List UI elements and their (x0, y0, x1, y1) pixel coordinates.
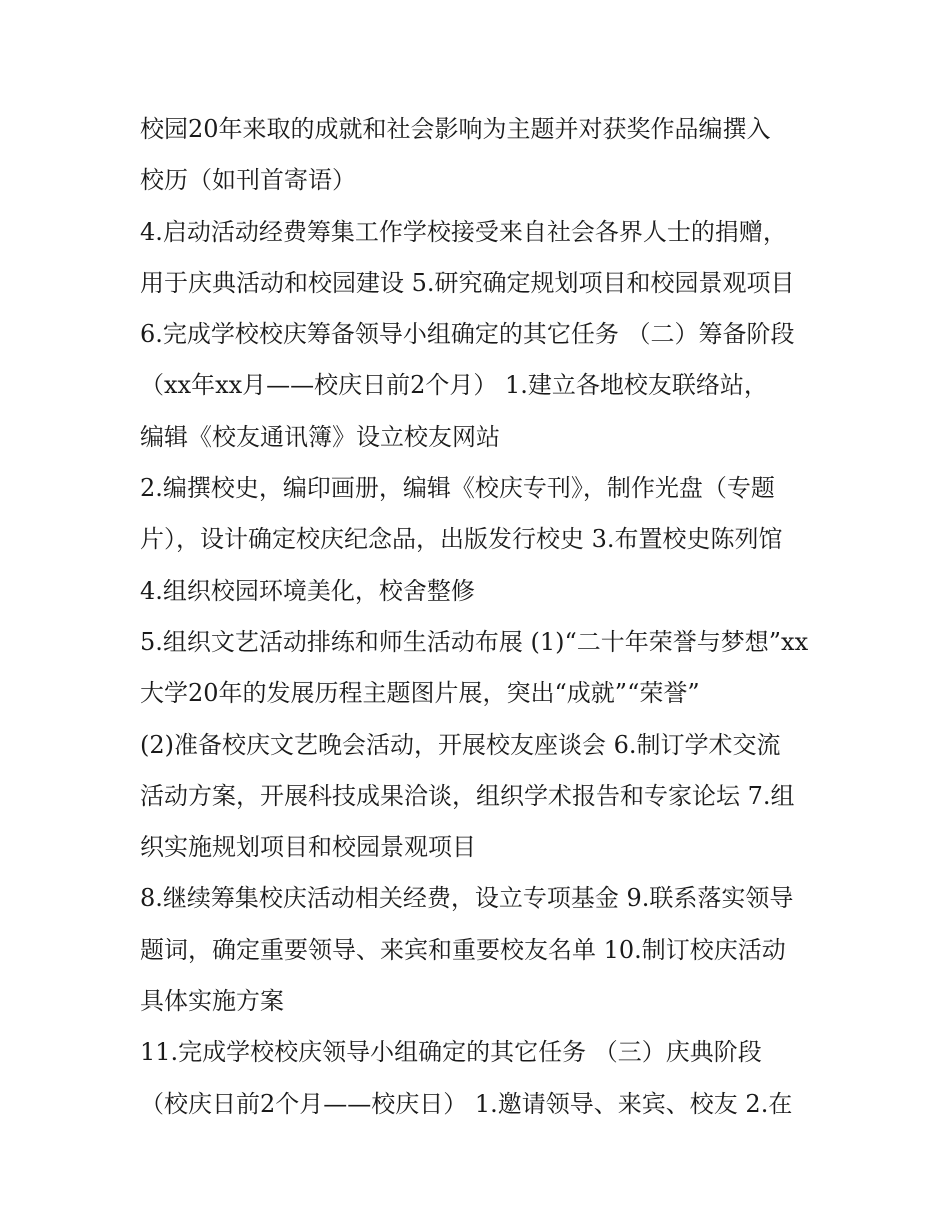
text-line-10: 4.组织校园环境美化，校舍整修 (140, 576, 475, 605)
text-line-5: 6.完成学校校庆筹备领导小组确定的其它任务 （二）筹备阶段 (140, 320, 795, 349)
text-line-8: 2.编撰校史，编印画册，编辑《校庆专刊》，制作光盘（专题 (140, 474, 775, 503)
text-line-1: 校园20年来取的成就和社会影响为主题并对获奖作品编撰入 (140, 115, 771, 143)
text-line-19: 11.完成学校校庆领导小组确定的其它任务 （三）庆典阶段 (140, 1038, 762, 1067)
text-line-15: 织实施规划项目和校园景观项目 (140, 833, 476, 862)
text-line-13: (2)准备校庆文艺晚会活动，开展校友座谈会 6.制订学术交流 (140, 730, 781, 759)
text-line-2: 校历（如刊首寄语） (140, 166, 356, 195)
text-line-11: 5.组织文艺活动排练和师生活动布展 (1)“二十年荣誉与梦想”xx (140, 627, 809, 656)
text-line-3: 4.启动活动经费筹集工作学校接受来自社会各界人士的捐赠， (140, 217, 787, 246)
text-line-18: 具体实施方案 (140, 987, 284, 1016)
document-body (140, 104, 820, 1130)
text-line-16: 8.继续筹集校庆活动相关经费，设立专项基金 9.联系落实领导 (140, 884, 794, 913)
text-line-12: 大学20年的发展历程主题图片展，突出“成就”“荣誉” (140, 679, 700, 708)
text-line-9: 片），设计确定校庆纪念品，出版发行校史 3.布置校史陈列馆 (140, 525, 783, 554)
text-line-14: 活动方案，开展科技成果洽谈，组织学术报告和专家论坛 7.组 (140, 781, 795, 810)
text-line-7: 编辑《校友通讯簿》设立校友网站 (140, 422, 500, 451)
text-line-4: 用于庆典活动和校园建设 5.研究确定规划项目和校园景观项目 (140, 268, 795, 297)
text-line-17: 题词，确定重要领导、来宾和重要校友名单 10.制订校庆活动 (140, 935, 786, 964)
text-line-6: （xx年xx月——校庆日前2个月） 1.建立各地校友联络站， (140, 371, 768, 400)
text-line-20: （校庆日前2个月——校庆日） 1.邀请领导、来宾、校友 2.在 (140, 1089, 793, 1118)
